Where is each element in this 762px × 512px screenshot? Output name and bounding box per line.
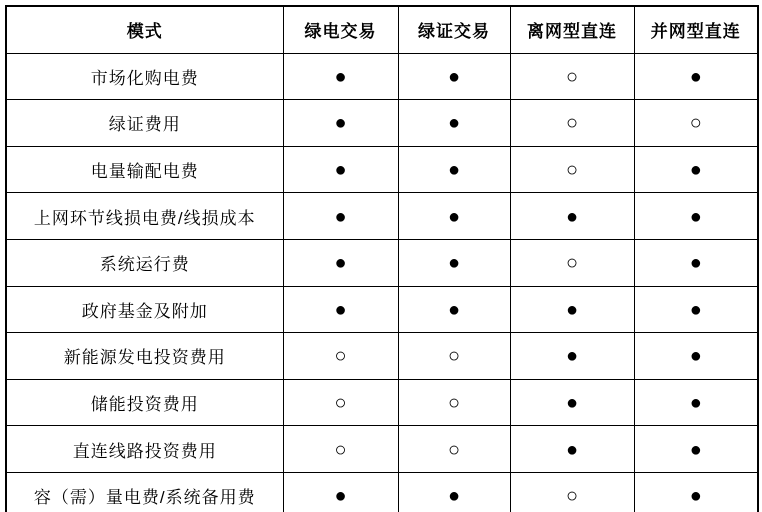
filled-circle-icon: ●: [334, 252, 347, 275]
filled-circle-icon: ●: [565, 205, 579, 228]
column-header-gridconnected-direct: 并网型直连: [634, 6, 758, 53]
table-cell: [510, 426, 634, 473]
filled-circle-icon: ●: [334, 298, 347, 321]
table-cell: [398, 146, 510, 193]
filled-circle-icon: ●: [689, 485, 702, 508]
empty-circle-icon: ○: [565, 65, 579, 88]
table-row: [6, 146, 758, 193]
empty-circle-icon: ○: [447, 438, 461, 461]
table-row: [6, 193, 758, 240]
table-cell: [634, 472, 758, 512]
empty-circle-icon: ○: [565, 252, 579, 275]
filled-circle-icon: ●: [565, 392, 579, 415]
table-cell: [283, 472, 398, 512]
table-cell: [634, 286, 758, 333]
filled-circle-icon: ●: [334, 205, 347, 228]
table-cell: [283, 100, 398, 147]
table-row: [6, 472, 758, 512]
header-row: [6, 6, 758, 53]
filled-circle-icon: ●: [689, 345, 702, 368]
filled-circle-icon: ●: [565, 438, 579, 461]
table-cell: [510, 472, 634, 512]
filled-circle-icon: ●: [447, 112, 461, 135]
filled-circle-icon: ●: [689, 438, 702, 461]
table-row: [6, 100, 758, 147]
table-row: [6, 379, 758, 426]
filled-circle-icon: ●: [689, 252, 702, 275]
table-cell: [283, 193, 398, 240]
table-cell: [283, 239, 398, 286]
column-header-mode: 模式: [6, 6, 283, 53]
table-row: [6, 426, 758, 473]
table-row: [6, 333, 758, 380]
empty-circle-icon: ○: [334, 392, 347, 415]
table-cell: [510, 333, 634, 380]
table-cell: [283, 333, 398, 380]
row-label: 市场化购电费: [6, 53, 283, 100]
table-cell: [283, 286, 398, 333]
table-cell: [283, 426, 398, 473]
empty-circle-icon: ○: [334, 438, 347, 461]
filled-circle-icon: ●: [689, 65, 702, 88]
table-cell: [398, 426, 510, 473]
table-row: [6, 286, 758, 333]
row-label: 直连线路投资费用: [6, 426, 283, 473]
filled-circle-icon: ●: [447, 485, 461, 508]
empty-circle-icon: ○: [565, 485, 579, 508]
table-cell: [634, 146, 758, 193]
table-cell: [510, 193, 634, 240]
table-cell: [398, 193, 510, 240]
filled-circle-icon: ●: [689, 159, 702, 182]
filled-circle-icon: ●: [447, 159, 461, 182]
row-label: 上网环节线损电费/线损成本: [6, 193, 283, 240]
table-cell: [634, 426, 758, 473]
filled-circle-icon: ●: [565, 345, 579, 368]
table-row: [6, 53, 758, 100]
empty-circle-icon: ○: [447, 392, 461, 415]
table-cell: [510, 379, 634, 426]
table-cell: [283, 146, 398, 193]
table-cell: [398, 100, 510, 147]
row-label: 容（需）量电费/系统备用费: [6, 472, 283, 512]
filled-circle-icon: ●: [565, 298, 579, 321]
empty-circle-icon: ○: [447, 345, 461, 368]
empty-circle-icon: ○: [689, 112, 702, 135]
table-cell: [398, 286, 510, 333]
table-cell: [510, 53, 634, 100]
row-label: 政府基金及附加: [6, 286, 283, 333]
column-header-green-power-trading: 绿电交易: [283, 6, 398, 53]
table-cell: [634, 379, 758, 426]
table-cell: [398, 333, 510, 380]
row-label: 绿证费用: [6, 100, 283, 147]
empty-circle-icon: ○: [565, 112, 579, 135]
empty-circle-icon: ○: [334, 345, 347, 368]
column-header-offgrid-direct: 离网型直连: [510, 6, 634, 53]
table-cell: [510, 100, 634, 147]
table-cell: [283, 379, 398, 426]
table-row: [6, 239, 758, 286]
filled-circle-icon: ●: [689, 205, 702, 228]
filled-circle-icon: ●: [447, 65, 461, 88]
table-cell: [634, 333, 758, 380]
column-header-green-cert-trading: 绿证交易: [398, 6, 510, 53]
table-cell: [510, 146, 634, 193]
filled-circle-icon: ●: [689, 298, 702, 321]
table-cell: [634, 53, 758, 100]
table-cell: [634, 239, 758, 286]
filled-circle-icon: ●: [689, 392, 702, 415]
filled-circle-icon: ●: [334, 65, 347, 88]
table-cell: [398, 53, 510, 100]
filled-circle-icon: ●: [447, 205, 461, 228]
table-cell: [510, 239, 634, 286]
table-cell: [634, 193, 758, 240]
table-cell: [283, 53, 398, 100]
table-cell: [634, 100, 758, 147]
table-cell: [398, 472, 510, 512]
filled-circle-icon: ●: [334, 112, 347, 135]
empty-circle-icon: ○: [565, 159, 579, 182]
table-cell: [398, 239, 510, 286]
filled-circle-icon: ●: [334, 159, 347, 182]
row-label: 新能源发电投资费用: [6, 333, 283, 380]
row-label: 系统运行费: [6, 239, 283, 286]
filled-circle-icon: ●: [334, 485, 347, 508]
cost-items-by-mode-table: [5, 5, 759, 512]
row-label: 储能投资费用: [6, 379, 283, 426]
row-label: 电量输配电费: [6, 146, 283, 193]
filled-circle-icon: ●: [447, 252, 461, 275]
table-cell: [510, 286, 634, 333]
table-cell: [398, 379, 510, 426]
filled-circle-icon: ●: [447, 298, 461, 321]
